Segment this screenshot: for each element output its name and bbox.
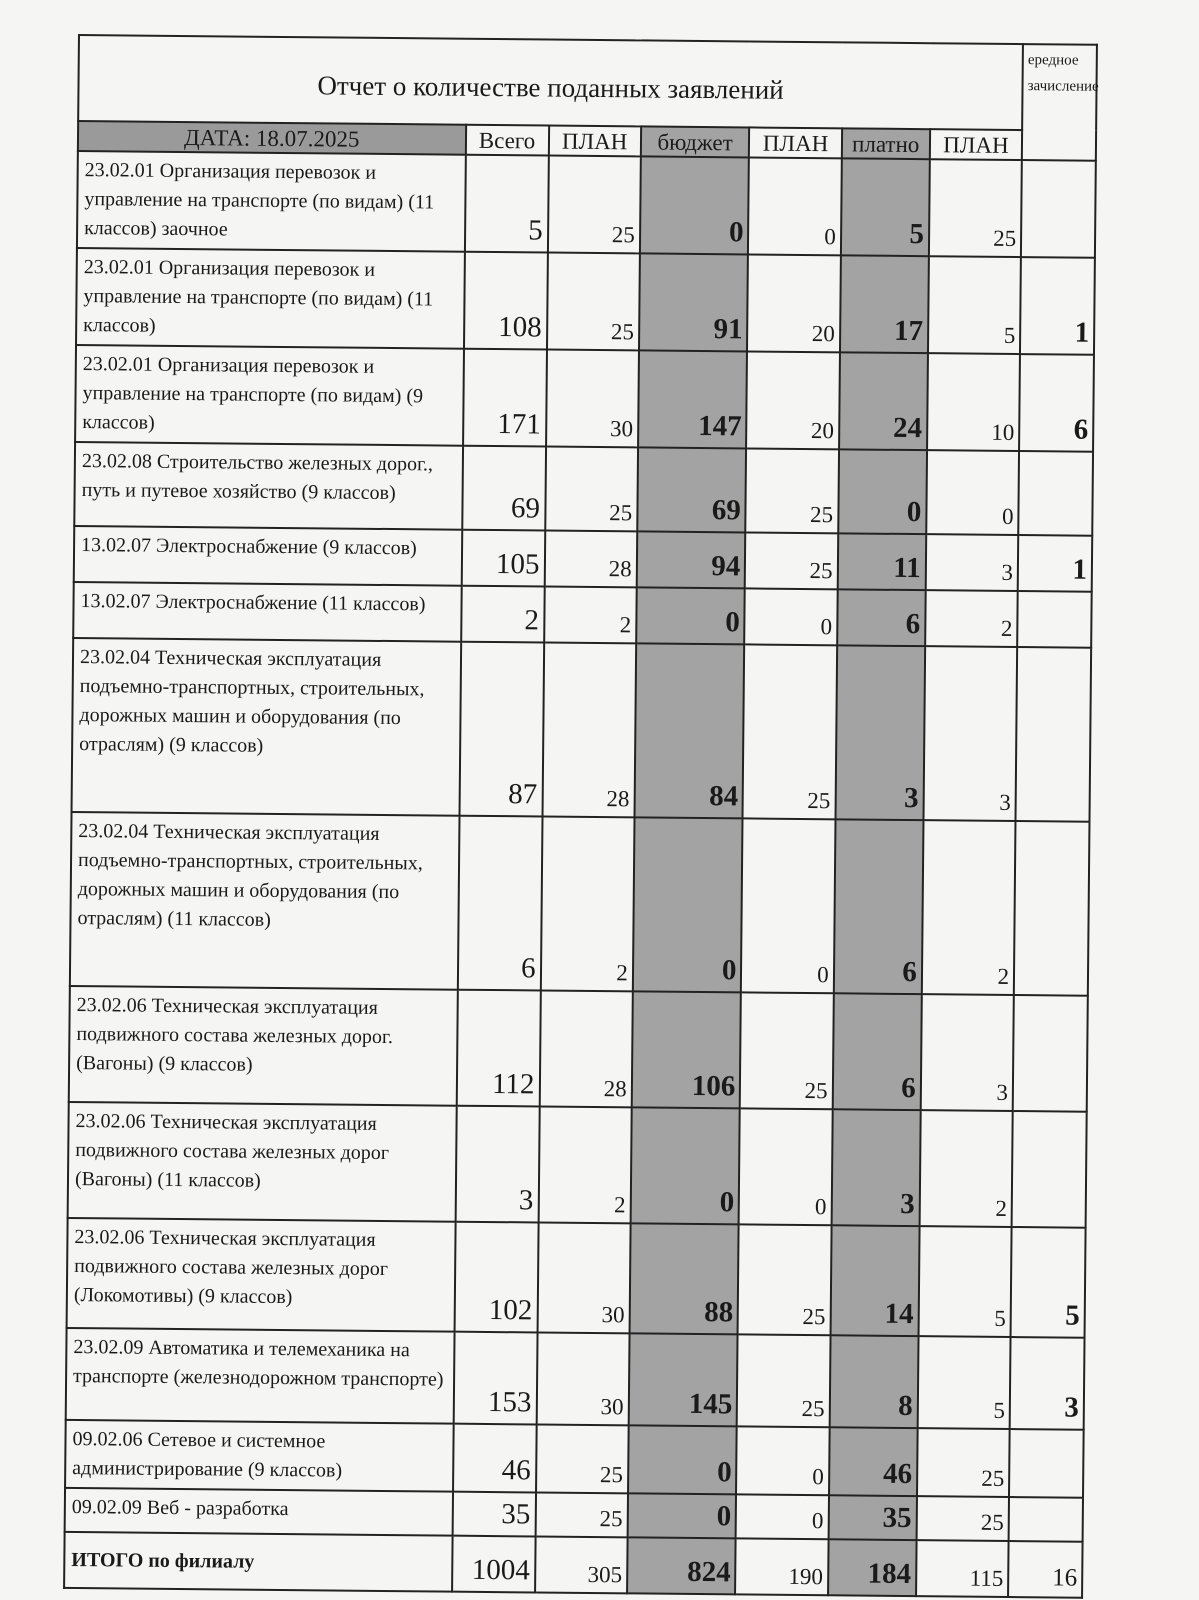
budget-plan-value: 0 [745,588,838,645]
table-row [74,526,1092,592]
plan-value: 28 [544,531,637,588]
grand-priority-value: 16 [1008,1541,1082,1598]
specialty-name: 23.02.01 Организация перевозок и управление на транспорте (по видам) (11 классов) [76,248,464,349]
paid-plan-value: 5 [928,256,1021,354]
budget-value: 145 [628,1333,738,1426]
specialty-name: 09.02.09 Веб - разработка [65,1488,453,1536]
paid-value: 17 [840,255,929,353]
specialty-name: 23.02.09 Автоматика и телемеханика на транспорте (железнодорожном транспорте) [66,1328,454,1424]
specialty-name: 23.02.01 Организация перевозок и управление на транспорте (по видам) (9 классов) [75,345,463,446]
budget-plan-value: 25 [746,448,839,533]
paid-value: 6 [834,819,924,994]
total-value: 6 [457,816,542,991]
total-header: Всего [465,125,548,156]
table-row [68,1102,1087,1228]
budget-value: 91 [639,253,749,351]
paid-value: 0 [838,449,927,534]
total-row [64,1532,1082,1598]
table-row [77,151,1096,258]
priority-column-header: ередное зачисление [1022,44,1097,161]
paid-value: 46 [829,1427,918,1496]
budget-plan-value: 0 [736,1494,829,1539]
date-header: ДАТА: 18.07.2025 [78,121,466,155]
paid-plan-value: 0 [926,450,1019,535]
specialty-name: 23.02.06 Техническая эксплуатация подвижного состава железных дорог (Локомотивы) (9 классов) [67,1218,456,1332]
paid-header: платно [842,128,930,159]
budget-plan-value: 20 [746,351,839,449]
total-value: 35 [452,1492,535,1537]
priority-value: 5 [1011,1227,1086,1338]
paid-plan-value: 3 [926,534,1019,591]
plan-value: 28 [539,990,632,1107]
total-value: 105 [461,530,545,587]
total-value: 87 [459,642,544,817]
budget-plan-value: 0 [736,1426,829,1495]
total-value: 69 [462,446,546,531]
budget-value: 69 [637,447,746,532]
budget-value: 0 [627,1493,736,1538]
budget-plan-value: 0 [748,157,841,255]
plan-value: 28 [542,642,636,817]
paid-value: 24 [839,352,928,450]
paid-plan-value: 5 [918,1336,1011,1429]
report-title: Отчет о количестве поданных заявлений [78,35,1023,130]
total-label: ИТОГО по филиалу [64,1532,452,1592]
table-row [75,345,1094,452]
specialty-name: 23.02.06 Техническая эксплуатация подвижного состава железных дорог. (Вагоны) (9 классов) [69,986,458,1106]
paid-value: 6 [837,589,926,646]
grand-paid-value: 184 [828,1539,917,1596]
budget-plan-value: 25 [740,992,833,1109]
paid-plan-value: 25 [929,159,1022,257]
specialty-name: 23.02.04 Техническая эксплуатация подъемно-транспортных, строительных, дорожных машин и оборудования (по отраслям) (11 классов) [70,812,459,990]
paid-plan-value: 5 [918,1226,1011,1337]
paid-value: 35 [828,1495,917,1540]
specialty-name: 23.02.08 Строительство железных дорог., путь и путевое хозяйство (9 классов) [74,442,462,530]
total-value: 46 [453,1424,537,1493]
table-row [65,1420,1084,1498]
budget-plan-value: 25 [743,644,837,819]
priority-value: 3 [1010,1337,1085,1430]
paid-plan-value: 3 [923,646,1017,821]
total-value: 5 [464,155,548,253]
total-value: 102 [454,1222,538,1333]
plan-value: 25 [535,1492,628,1537]
report-table [63,34,1098,1599]
budget-plan-value: 0 [739,1108,832,1225]
specialty-name: 23.02.06 Техническая эксплуатация подвижного состава железных дорог (Вагоны) (11 классов) [68,1102,457,1222]
priority-value [1018,451,1093,536]
grand-budget-plan-value: 190 [735,1538,828,1595]
priority-value: 1 [1020,257,1095,355]
table-row [70,812,1090,996]
budget-plan-value: 25 [745,532,838,589]
specialty-name: 23.02.01 Организация перевозок и управление на транспорте (по видам) (11 классов) заочное [77,151,465,252]
budget-plan-value: 0 [741,818,835,993]
paid-plan-value: 2 [925,590,1018,647]
table-row [74,442,1093,536]
paid-value: 3 [835,645,925,820]
grand-total-value: 1004 [452,1536,536,1593]
total-value: 3 [455,1106,539,1223]
budget-value: 106 [632,991,742,1108]
grand-budget-value: 824 [627,1537,736,1594]
plan-value: 25 [536,1424,629,1493]
total-value: 153 [453,1332,537,1425]
budget-plan-value: 20 [747,254,840,352]
plan-value: 2 [540,816,634,991]
total-value: 112 [456,990,540,1107]
plan-value: 30 [536,1332,629,1425]
specialty-name: 09.02.06 Сетевое и системное администрирование (9 классов) [65,1420,453,1492]
budget-plan-value: 25 [737,1334,830,1427]
title-row [78,35,1097,131]
paid-value: 5 [841,158,930,256]
plan-value: 30 [537,1222,630,1333]
plan-value: 25 [547,156,640,254]
paid-value: 8 [829,1335,918,1428]
plan-header: ПЛАН [548,126,641,157]
paid-value: 11 [837,533,926,590]
paid-plan-value: 2 [919,1110,1012,1227]
table-row [69,986,1088,1112]
table-row [73,582,1091,648]
budget-value: 0 [636,587,745,644]
paid-plan-value: 25 [917,1428,1010,1497]
priority-value: 1 [1018,535,1092,592]
priority-value [1014,821,1090,996]
specialty-name: 13.02.07 Электроснабжение (9 классов) [74,526,462,586]
table-row [72,638,1092,822]
priority-value [1021,160,1096,258]
budget-value: 84 [634,643,744,818]
priority-value [1012,1111,1087,1228]
table-row [66,1328,1085,1430]
table-row [67,1218,1086,1338]
budget-value: 0 [640,156,750,254]
budget-value: 147 [638,350,748,448]
specialty-name: 13.02.07 Электроснабжение (11 классов) [73,582,461,642]
plan-value: 2 [544,587,637,644]
paid-value: 3 [831,1109,920,1226]
specialty-name: 23.02.04 Техническая эксплуатация подъемно-транспортных, строительных, дорожных машин и оборудования (по отраслям) (9 классов) [72,638,461,816]
budget-value: 94 [636,531,745,588]
plan-value: 25 [547,253,640,351]
grand-plan-value: 305 [535,1536,628,1593]
paid-value: 14 [830,1225,919,1336]
priority-value [1009,1497,1083,1542]
budget-plan-value: 25 [738,1224,831,1335]
grand-paid-plan-value: 115 [916,1540,1009,1597]
table-row [76,248,1095,355]
paid-value: 6 [832,993,921,1110]
plan-value: 30 [546,350,639,448]
priority-value [1013,995,1088,1112]
budget-header: бюджет [641,126,750,157]
priority-value: 6 [1019,354,1094,452]
priority-value [1009,1429,1084,1498]
budget-plan-header: ПЛАН [749,127,842,158]
budget-value: 0 [630,1107,740,1224]
total-value: 108 [463,252,547,350]
plan-value: 25 [545,447,638,532]
budget-value: 0 [628,1425,737,1494]
paid-plan-value: 3 [921,994,1014,1111]
total-value: 2 [461,586,545,643]
paid-plan-value: 2 [922,820,1016,995]
priority-value [1017,591,1091,648]
paid-plan-header: ПЛАН [930,129,1023,160]
priority-value [1016,647,1092,822]
total-value: 171 [463,349,547,447]
plan-value: 2 [538,1106,631,1223]
paid-plan-value: 10 [927,353,1020,451]
paid-plan-value: 25 [916,1496,1009,1541]
budget-value: 88 [629,1223,739,1334]
budget-value: 0 [633,817,743,992]
